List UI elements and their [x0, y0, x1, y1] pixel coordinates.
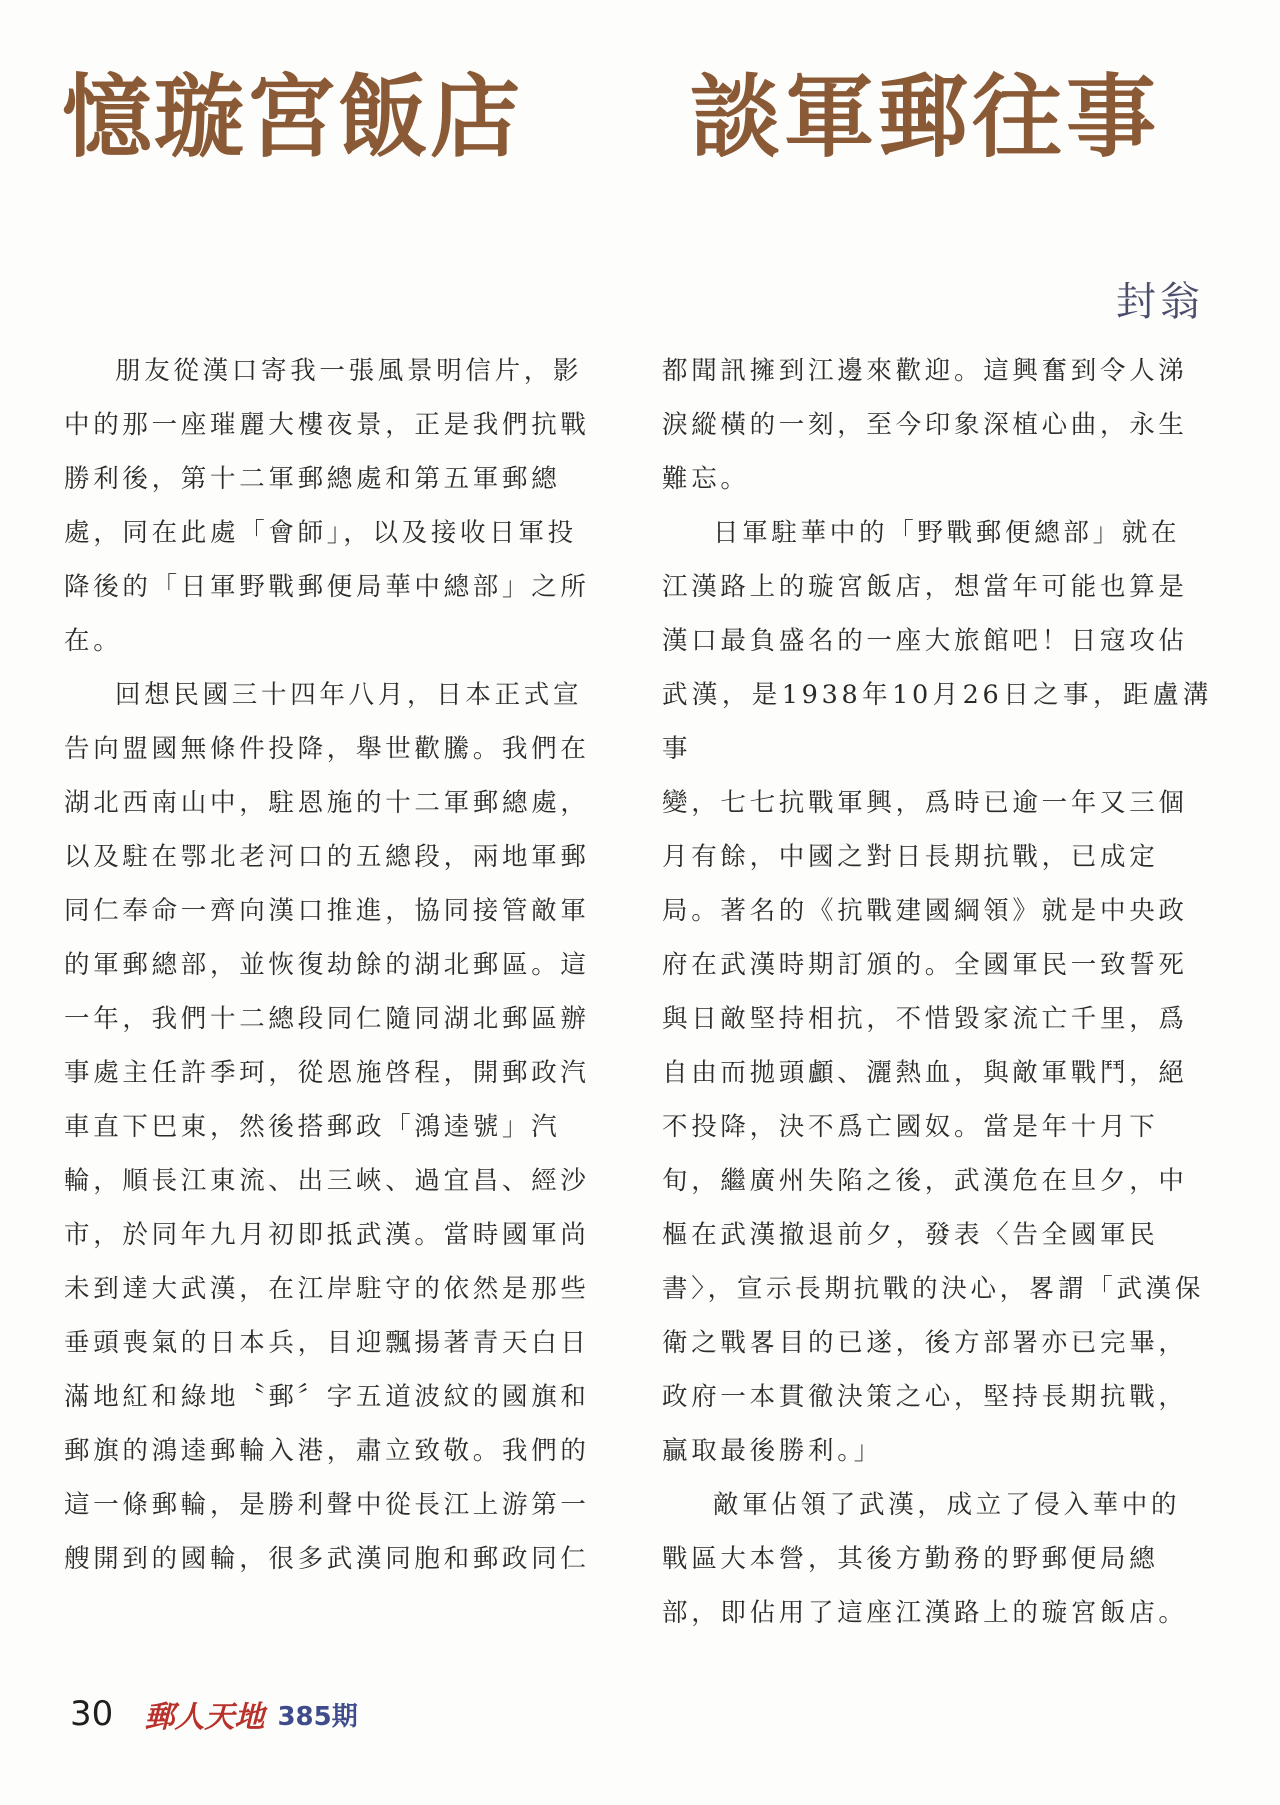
left-column [64, 344, 614, 1586]
page-footer [70, 1692, 358, 1752]
right-column [662, 344, 1212, 1640]
article-title-part-2: 談軍郵往事 [690, 64, 1160, 170]
magazine-title: 郵人天地 [144, 1700, 265, 1735]
paragraph-3: 日軍駐華中的「野戰郵便總部」就在 江漢路上的璇宮飯店，想當年可能也算是 漢口最負盛名的一座大旅館吧！日寇攻佔 武漢，是1938年10月26日之事，距盧溝事 變，七七抗戰軍興，爲時已逾一年又三個 月有餘，中國之對日長期抗戰，已成定 局。著名的《抗戰建國綱領》就是中央政 府在武漢時期訂頒的。全國軍民一致誓死 與日敵堅持相抗，不惜毀家流亡千里，爲 自由而拋頭顱、灑熱血，與敵軍戰鬥，絕 不投降，決不爲亡國奴。當是年十月下 旬，繼廣州失陷之後，武漢危在旦夕，中 樞在武漢撤退前夕，發表〈告全國軍民 書〉，宣示長期抗戰的決心，畧謂「武漢保 衛之戰畧目的已遂，後方部署亦已完畢， 政府一本貫徹決策之心，堅持長期抗戰， 贏取最後勝利。」 [662, 518, 1212, 1466]
author-name: 封翁 [1116, 279, 1204, 325]
paragraph-2: 回想民國三十四年八月，日本正式宣 告向盟國無條件投降，舉世歡騰。我們在 湖北西南山中，駐恩施的十二軍郵總處， 以及駐在鄂北老河口的五總段，兩地軍郵 同仁奉命一齊向漢口推進，協同接管敵軍 的軍郵總部，並恢復劫餘的湖北郵區。這 一年，我們十二總段同仁隨同湖北郵區辦 事處主任許季珂，從恩施啓程，開郵政汽 車直下巴東，然後搭郵政「鴻逵號」汽 輪，順長江東流、出三峽、過宜昌、經沙 市，於同年九月初即抵武漢。當時國軍尚 未到達大武漢，在江岸駐守的依然是那些 垂頭喪氣的日本兵，目迎飄揚著青天白日 滿地紅和綠地〝郵〞字五道波紋的國旗和 郵旗的鴻逵郵輪入港，肅立致敬。我們的 這一條郵輪，是勝利聲中從長江上游第一 艘開到的國輪，很多武漢同胞和郵政同仁 [64, 680, 590, 1574]
paragraph-4: 敵軍佔領了武漢，成立了侵入華中的 戰區大本營，其後方勤務的野郵便局總 部，即佔用了這座江漢路上的璇宮飯店。 [662, 1490, 1188, 1628]
article-title-part-1: 憶璇宮飯店 [62, 64, 522, 170]
paragraph-1: 朋友從漢口寄我一張風景明信片，影 中的那一座璀麗大樓夜景，正是我們抗戰 勝利後，第十二軍郵總處和第五軍郵總 處，同在此處「會師」，以及接收日軍投 降後的「日軍野戰郵便局華中總部」之所 在。 [64, 356, 590, 656]
page-number: 30 [70, 1694, 114, 1734]
issue-number: 385期 [277, 1701, 358, 1732]
paragraph-2-continued: 都聞訊擁到江邊來歡迎。這興奮到令人涕 淚縱橫的一刻，至今印象深植心曲，永生 難忘。 [662, 356, 1188, 494]
